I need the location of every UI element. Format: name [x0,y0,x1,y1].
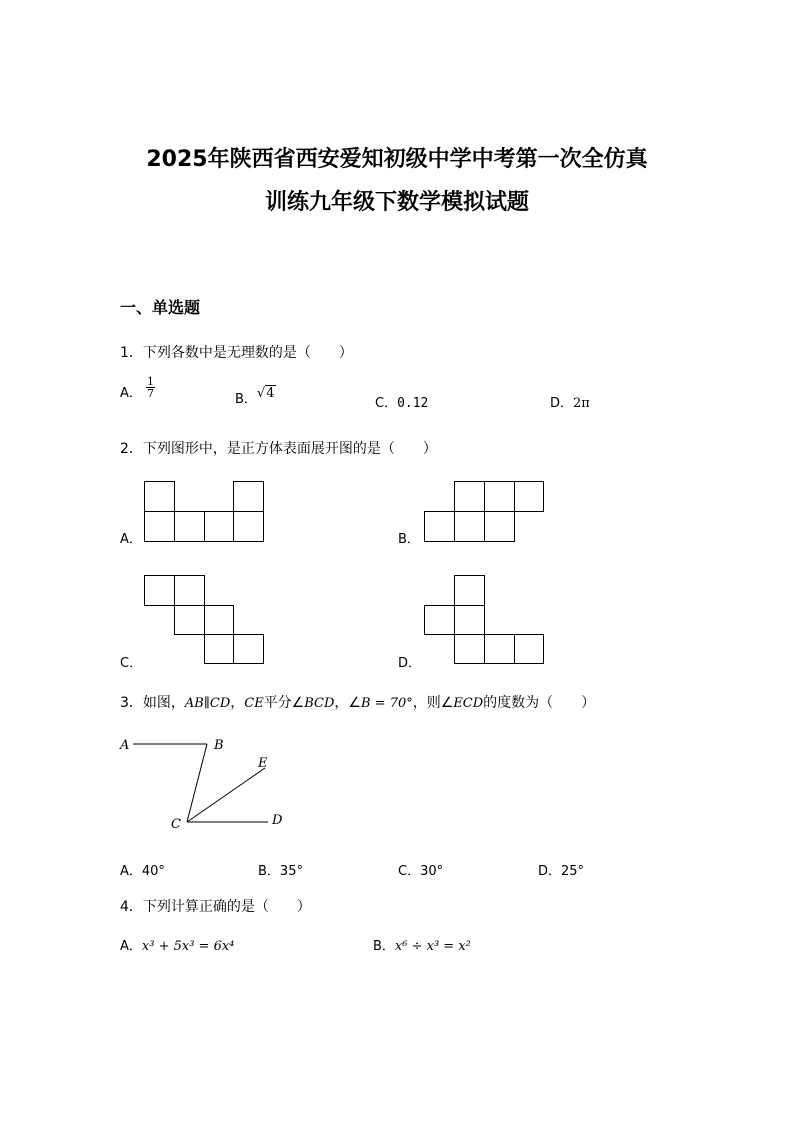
q4-option-b-expression: x⁶ ÷ x³ = x² [394,939,471,954]
q1-option-b-sqrt [257,386,276,401]
cube-net-a [140,478,270,544]
section-heading: 一、单选题 [120,298,201,317]
q1-option-c-value: 0.12 [397,396,429,411]
point-label-a: A [120,738,130,753]
q1-option-d-letter: D． [550,396,574,411]
q1-option-a-letter: A． [120,386,142,401]
q3-option-a: A．40° [120,864,165,879]
q2-option-b-letter: B． [398,532,420,547]
q1-option-a-fraction [146,376,155,399]
q4-option-b-letter: B． [373,939,395,954]
q3-condition-angle-b: B = 70° [360,696,413,711]
point-label-d: D [272,813,283,828]
q3-angle-separator: ，∠ [334,695,361,711]
document-title-line2: 训练九年级下数学模拟试题 [264,190,529,215]
question-1-stem: 1．下列各数中是无理数的是（ ） [120,345,353,361]
q3-option-c: C．30° [398,864,444,879]
point-label-c: C [171,817,181,832]
q3-option-d: D．25° [538,864,585,879]
q3-condition-ce: CE [244,696,264,711]
q3-option-b: B．35° [258,864,303,879]
cube-net-b [420,478,550,544]
point-label-b: B [214,738,224,753]
q3-condition-parallel: AB∥CD [184,696,231,711]
document-title-line1: 2025年陕西省西安爱知初级中学中考第一次全仿真 [146,147,648,172]
q4-option-b [373,935,471,954]
q1-option-c [375,392,428,411]
q1-option-b [235,388,276,407]
q3-then-text: ，则∠ [412,695,454,711]
q3-condition-ecd: ECD [453,696,484,711]
q3-condition-bcd: BCD [304,696,335,711]
q2-option-a-letter: A． [120,532,142,547]
q3-bisects-text: 平分∠ [263,695,305,711]
question-2-stem: 2．下列图形中，是正方体表面展开图的是（ ） [120,441,437,457]
fraction-numerator: 1 [147,375,155,388]
sqrt-sign: √ [256,386,266,401]
q3-stem-prefix: 3．如图， [120,695,185,711]
cube-net-c [140,572,270,668]
question-4-stem: 4．下列计算正确的是（ ） [120,899,311,915]
q3-stem-tail: 的度数为（ ） [483,695,596,711]
q4-option-a-letter: A． [120,939,142,954]
geometry-figure [115,730,305,835]
sqrt-radicand: 4 [266,386,275,401]
point-label-e: E [258,756,268,771]
q2-option-c-letter: C． [120,656,143,671]
q1-option-c-letter: C． [375,396,398,411]
q4-option-a-expression: x³ + 5x³ = 6x⁴ [141,939,235,954]
fraction-denominator: 7 [147,387,155,400]
question-3-stem [120,692,595,712]
q1-option-b-letter: B． [235,392,257,407]
q1-option-a [120,375,155,405]
q2-option-d-letter: D． [398,656,422,671]
cube-net-d [420,572,550,668]
q4-option-a [120,935,234,954]
q3-separator: ， [230,695,245,711]
q1-option-d-value: 2π [573,396,590,411]
q1-option-d [550,392,590,411]
